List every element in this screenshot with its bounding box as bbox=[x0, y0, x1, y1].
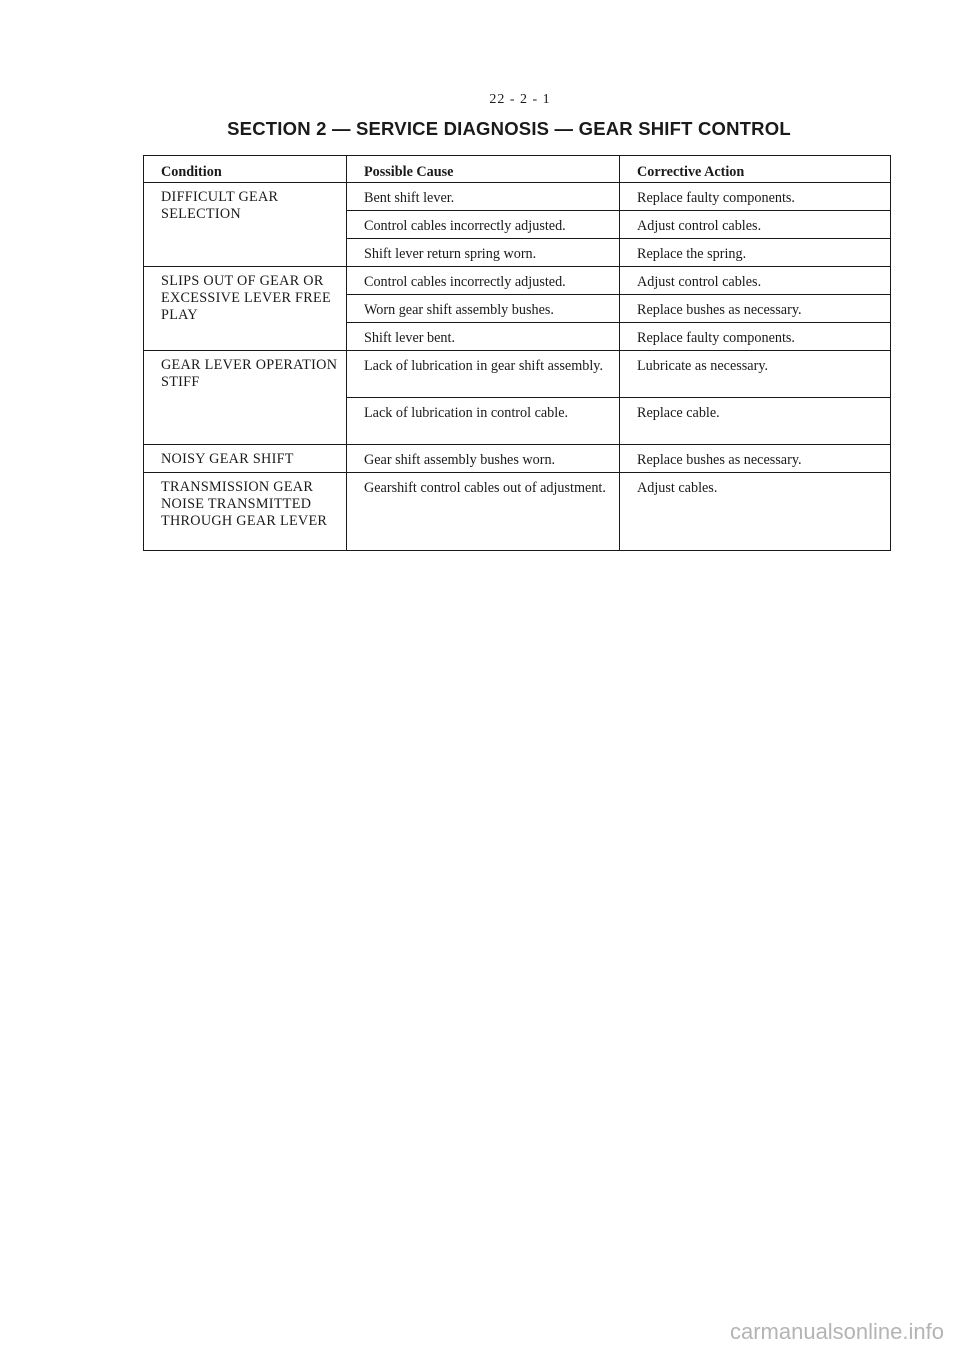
watermark: carmanualsonline.info bbox=[729, 1319, 944, 1344]
header-possible-cause: Possible Cause bbox=[347, 156, 620, 183]
table-row bbox=[144, 473, 891, 551]
cause-cell: Worn gear shift assembly bushes. bbox=[347, 295, 620, 323]
header-corrective-action: Corrective Action bbox=[620, 156, 891, 183]
cause-cell: Control cables incorrectly adjusted. bbox=[347, 267, 620, 295]
table-row bbox=[144, 351, 891, 398]
condition-cell: GEAR LEVER OPERATION STIFF bbox=[144, 351, 347, 445]
cause-cell: Lack of lubrication in control cable. bbox=[347, 398, 620, 445]
page-number: 22 - 2 - 1 bbox=[489, 92, 551, 107]
condition-cell: TRANSMISSION GEAR NOISE TRANSMITTED THROUGH GEAR LEVER bbox=[144, 473, 347, 551]
action-cell: Replace bushes as necessary. bbox=[620, 295, 891, 323]
section-title: SECTION 2 — SERVICE DIAGNOSIS — GEAR SHIFT CONTROL bbox=[227, 118, 791, 139]
condition-cell: SLIPS OUT OF GEAR OR EXCESSIVE LEVER FREE PLAY bbox=[144, 267, 347, 351]
diagnosis-table bbox=[143, 155, 891, 551]
action-cell: Replace the spring. bbox=[620, 239, 891, 267]
action-cell: Adjust control cables. bbox=[620, 211, 891, 239]
table-body bbox=[144, 183, 891, 551]
action-cell: Replace cable. bbox=[620, 398, 891, 445]
cause-cell: Shift lever return spring worn. bbox=[347, 239, 620, 267]
cause-cell: Shift lever bent. bbox=[347, 323, 620, 351]
cause-cell: Gearshift control cables out of adjustment. bbox=[347, 473, 620, 551]
action-cell: Adjust cables. bbox=[620, 473, 891, 551]
cause-cell: Lack of lubrication in gear shift assembly. bbox=[347, 351, 620, 398]
header-condition: Condition bbox=[144, 156, 347, 183]
cause-cell: Control cables incorrectly adjusted. bbox=[347, 211, 620, 239]
action-cell: Lubricate as necessary. bbox=[620, 351, 891, 398]
cause-cell: Bent shift lever. bbox=[347, 183, 620, 211]
table-row bbox=[144, 267, 891, 295]
cause-cell: Gear shift assembly bushes worn. bbox=[347, 445, 620, 473]
table-row bbox=[144, 183, 891, 211]
header-row bbox=[144, 156, 891, 183]
action-cell: Replace faulty components. bbox=[620, 183, 891, 211]
action-cell: Adjust control cables. bbox=[620, 267, 891, 295]
table-row bbox=[144, 445, 891, 473]
action-cell: Replace bushes as necessary. bbox=[620, 445, 891, 473]
table-header bbox=[144, 156, 891, 183]
action-cell: Replace faulty components. bbox=[620, 323, 891, 351]
condition-cell: NOISY GEAR SHIFT bbox=[144, 445, 347, 473]
condition-cell: DIFFICULT GEAR SELECTION bbox=[144, 183, 347, 267]
